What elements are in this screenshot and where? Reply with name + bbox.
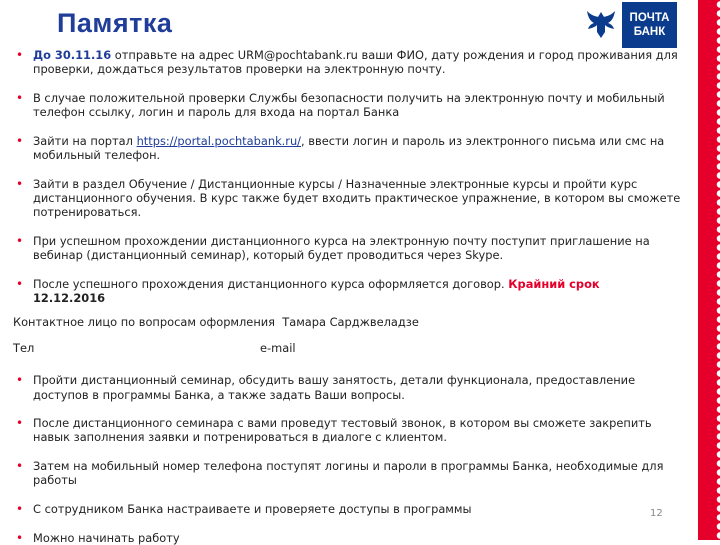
portal-link[interactable]: https://portal.pochtabank.ru/ xyxy=(136,133,302,148)
list-item-text: Зайти на портал xyxy=(33,133,137,148)
list-item xyxy=(13,277,685,305)
list-item xyxy=(13,48,685,76)
list-item-text: Затем на мобильный номер телефона поступят логины и пароли в программы Банка, необходимые для работы xyxy=(33,459,664,488)
list-item-text: , ввести логин и пароль из электронного письма или смс на мобильный телефон. xyxy=(33,133,665,163)
logo-line1: ПОЧТА xyxy=(629,12,670,24)
list-item xyxy=(13,459,685,487)
email-label: e-mail xyxy=(260,341,296,356)
list-item-text: отправьте на адрес URM@pochtabank.ru ваши ФИО, дату рождения и город проживания для проверки, дождаться результатов проверки на электронную почту. xyxy=(33,48,678,77)
list-item xyxy=(13,502,685,516)
logo-line2: БАНК xyxy=(633,26,666,38)
contact-person: Контактное лицо по вопросам оформления Тамара Сарджвеладзе xyxy=(13,315,419,330)
deadline-label: Крайний срок xyxy=(508,276,600,291)
list-item-text: С сотрудником Банка настраиваете и проверяете доступы в программы xyxy=(33,502,472,517)
list-item-text: После успешного прохождения дистанционного курса оформляется договор. xyxy=(33,276,509,291)
pochta-bank-logo xyxy=(580,2,677,48)
list-item xyxy=(13,373,685,401)
page-title: Памятка xyxy=(57,8,173,38)
list-item xyxy=(13,91,685,119)
list-item xyxy=(13,234,685,262)
list-item xyxy=(13,531,685,545)
contact-row xyxy=(13,341,685,355)
list-item xyxy=(13,177,685,220)
list-item-text: Зайти в раздел Обучение / Дистанционные курсы / Назначенные электронные курсы и пройти курс дистанционного обучения. В курс также будет входить практическое упражнение, в котором вы сможете потренироваться. xyxy=(33,176,681,220)
memo-content xyxy=(13,48,685,545)
phone-label: Тел xyxy=(13,341,35,356)
eagle-emblem-icon xyxy=(580,2,622,48)
page-number: 12 xyxy=(650,508,663,519)
list-item xyxy=(13,134,685,162)
list-item-text: В случае положительной проверки Службы безопасности получить на электронную почту и мобильный телефон ссылку, логин и пароль для входа на портал Банка xyxy=(33,90,665,120)
list-item-text: После дистанционного семинара с вами проведут тестовый звонок, в котором вы сможете закрепить навык заполнения заявки и потренироваться в диалоге с клиентом. xyxy=(33,416,652,445)
decorative-stamp-border xyxy=(698,0,720,540)
deadline-date: 12.12.2016 xyxy=(33,290,106,305)
list-item-text: Пройти дистанционный семинар, обсудить вашу занятость, детали функционала, предоставление доступов в программы Банка, а также задать Ваши вопросы. xyxy=(33,373,636,402)
list-item-text: Можно начинать работу xyxy=(33,530,180,545)
deadline-date-highlight: До 30.11.16 xyxy=(33,48,112,62)
list-item xyxy=(13,416,685,444)
list-item-text: При успешном прохождении дистанционного курса на электронную почту поступит приглашение на вебинар (дистанционный семинар), который будет проводиться через Skype. xyxy=(33,233,650,263)
